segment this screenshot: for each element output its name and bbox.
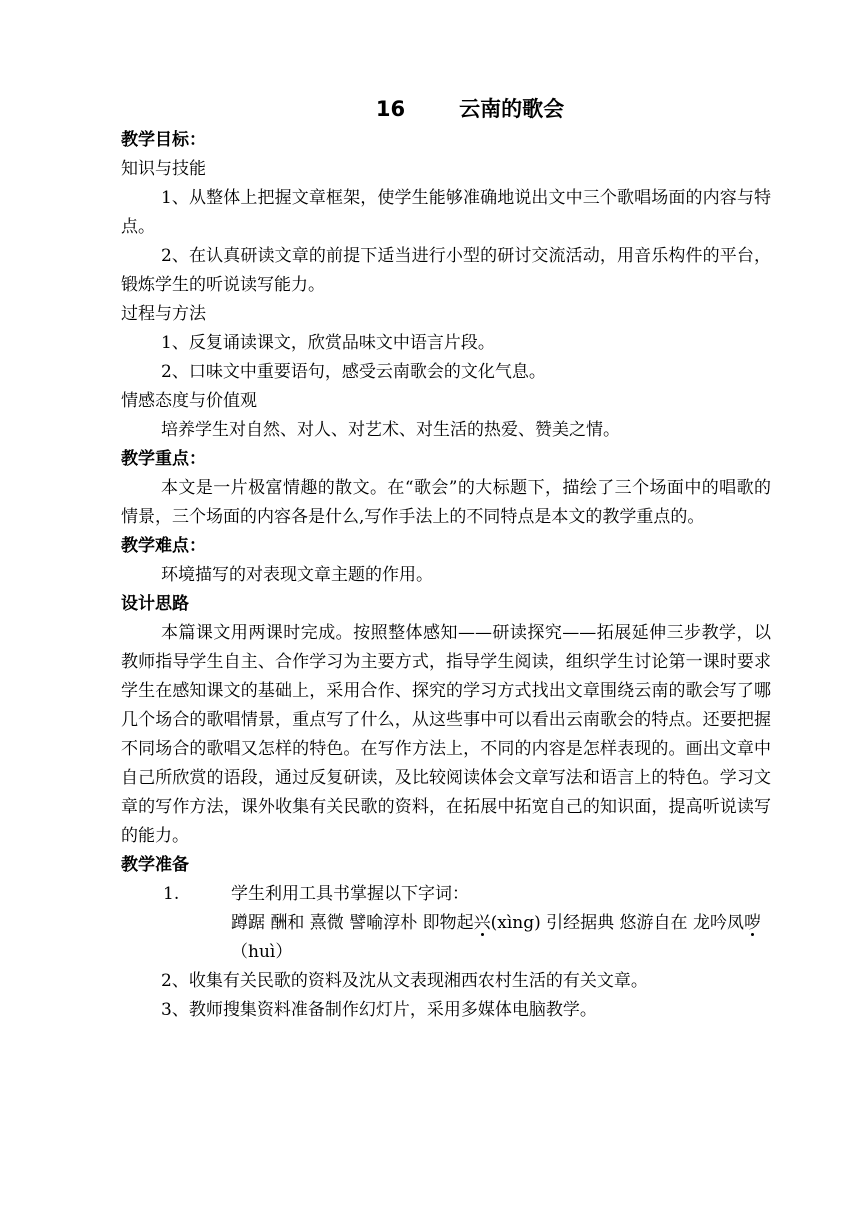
preparation-item-1-text: 学生利用工具书掌握以下字词： <box>231 884 469 904</box>
lesson-title: 云南的歌会 <box>459 97 565 121</box>
preparation-item-1-number: 1. <box>163 884 180 904</box>
emotion-text: 培养学生对自然、对人、对艺术、对生活的热爱、赞美之情。 <box>161 420 620 440</box>
design-heading: 设计思路 <box>121 594 189 614</box>
knowledge-label: 知识与技能 <box>121 159 206 179</box>
emphasis-char-2: 哕 <box>743 913 761 933</box>
knowledge-item-2: 2、在认真研读文章的前提下适当进行小型的研讨交流活动，用音乐构件的平台，锻炼学生的听说读写能力。 <box>121 246 771 295</box>
process-item-2: 2、口味文中重要语句，感受云南歌会的文化气息。 <box>161 362 546 382</box>
design-text: 本篇课文用两课时完成。按照整体感知——研读探究——拓展延伸三步教学，以教师指导学生自主、合作学习为主要方式，指导学生阅读，组织学生讨论第一课时要求学生在感知课文的基础上，采用合作、探究的学习方式找出文章围绕云南的歌会写了哪几个场合的歌唱情景，重点写了什么，从这些事中可以看出云南歌会的特点。还要把握不同场合的歌唱又怎样的特色。在写作方法上，不同的内容是怎样表现的。画出文章中自己所欣赏的语段，通过反复研读，及比较阅读体会文章写法和语言上的特色。学习文章的写作方法，课外收集有关民歌的资料，在拓展中拓宽自己的知识面，提高听说读写的能力。 <box>121 623 771 846</box>
emphasis-char-1: 兴 <box>473 913 491 933</box>
goals-heading: 教学目标： <box>121 130 206 150</box>
key-points-heading: 教学重点： <box>121 449 206 469</box>
preparation-heading: 教学准备 <box>121 855 189 875</box>
document-title <box>121 92 771 126</box>
vocabulary-words-a: 蹲踞 酬和 熹微 譬喻淳朴 即物起 <box>231 913 474 933</box>
vocabulary-words-c: （huì） <box>231 942 293 962</box>
vocabulary-words <box>231 909 771 967</box>
preparation-item-2: 2、收集有关民歌的资料及沈从文表现湘西农村生活的有关文章。 <box>161 971 648 991</box>
process-item-1: 1、反复诵读课文，欣赏品味文中语言片段。 <box>161 333 495 353</box>
emotion-label: 情感态度与价值观 <box>121 391 257 411</box>
preparation-item-3: 3、教师搜集资料准备制作幻灯片，采用多媒体电脑教学。 <box>161 1000 597 1020</box>
difficulties-text: 环境描写的对表现文章主题的作用。 <box>161 565 433 585</box>
preparation-item-1 <box>121 880 771 967</box>
knowledge-item-1: 1、从整体上把握文章框架，使学生能够准确地说出文中三个歌唱场面的内容与特点。 <box>121 188 771 237</box>
process-label: 过程与方法 <box>121 304 206 324</box>
lesson-number: 16 <box>375 97 406 121</box>
vocabulary-words-b: (xìng) 引经据典 悠游自在 龙吟凤 <box>490 913 744 933</box>
difficulties-heading: 教学难点： <box>121 536 206 556</box>
key-points-text: 本文是一片极富情趣的散文。在“歌会”的大标题下，描绘了三个场面中的唱歌的情景，三个场面的内容各是什么,写作手法上的不同特点是本文的教学重点的。 <box>121 478 771 527</box>
document-page <box>121 92 771 1025</box>
